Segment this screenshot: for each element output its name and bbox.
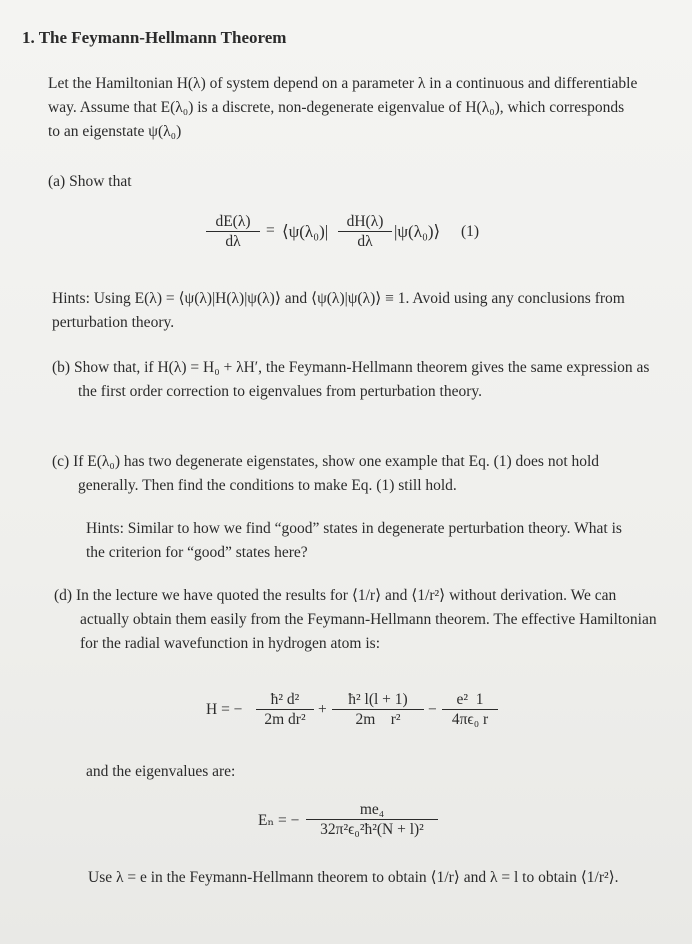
eq1-mid-numerator: dH(λ) xyxy=(338,212,392,232)
eqH-coulomb-fraction xyxy=(442,690,498,729)
eqH-centrifugal-fraction xyxy=(332,690,424,729)
eqH-lhs: H = − xyxy=(206,701,243,718)
eqH-centrifugal-numerator: ħ² l(l + 1) xyxy=(332,690,424,710)
eqE-numerator: me₄ xyxy=(306,800,438,820)
eqH-minus: − xyxy=(428,701,437,718)
eqH-centrifugal-denominator: 2m r² xyxy=(355,711,401,728)
eqE-denominator: 32π²ϵ₀²ħ²(N + l)² xyxy=(320,821,424,838)
eq1-lhs-numerator: dE(λ) xyxy=(206,212,260,232)
eq1-label: (1) xyxy=(461,223,480,240)
eqH-kinetic-denominator: 2m dr² xyxy=(264,711,306,728)
part-b-prompt: (b) Show that, if H(λ) = H₀ + λH′, the Feymann-Hellmann theorem gives the same expression as the first order correction to eigenvalues from perturbation theory. xyxy=(52,359,650,400)
eq1-ket: |ψ(λ₀)⟩ xyxy=(394,222,441,241)
eq1-mid-denominator: dλ xyxy=(357,233,373,250)
energy-equation xyxy=(258,800,458,844)
part-c-prompt: (c) If E(λ₀) has two degenerate eigenstates, show one example that Eq. (1) does not hold generally. Then find the conditions to make Eq. (1) still hold. xyxy=(52,453,600,494)
eq1-equals: = xyxy=(266,222,275,239)
hamiltonian-equation xyxy=(206,690,506,734)
eqH-kinetic-fraction xyxy=(256,690,314,729)
eq1-lhs-fraction xyxy=(206,212,260,251)
eq1-bra: ⟨ψ(λ₀)| xyxy=(282,222,329,241)
eqH-coulomb-denominator: 4πϵ₀ r xyxy=(451,711,489,728)
eqH-coulomb-numerator: e² 1 xyxy=(442,690,498,710)
intro-paragraph: Let the Hamiltonian H(λ) of system depend on a parameter λ in a continuous and differentiable way. Assume that E(λ₀) is a discrete, non-degenerate eigenvalue of H(λ₀), which corresponds to an eigenstate ψ(λ₀) xyxy=(48,75,638,140)
eigenvalues-intro: and the eigenvalues are: xyxy=(86,763,236,780)
hints-part-a: Hints: Using E(λ) = ⟨ψ(λ)|H(λ)|ψ(λ)⟩ and ⟨ψ(λ)|ψ(λ)⟩ ≡ 1. Avoid using any conclusions from perturbation theory. xyxy=(52,290,625,331)
eqE-lhs: Eₙ = − xyxy=(258,812,300,829)
eq1-lhs-denominator: dλ xyxy=(225,233,241,250)
eqH-kinetic-numerator: ħ² d² xyxy=(256,690,314,710)
problem-title: 1. The Feymann-Hellmann Theorem xyxy=(22,28,287,47)
final-instruction: Use λ = e in the Feymann-Hellmann theorem to obtain ⟨1/r⟩ and λ = l to obtain ⟨1/r²⟩. xyxy=(88,869,619,886)
equation-1 xyxy=(206,212,536,256)
eqH-plus: + xyxy=(318,701,327,718)
eqE-fraction xyxy=(306,800,438,839)
hints-part-c: Hints: Similar to how we find “good” states in degenerate perturbation theory. What is the criterion for “good” states here? xyxy=(86,520,622,561)
eq1-mid-fraction xyxy=(338,212,392,251)
part-a-prompt: (a) Show that xyxy=(48,173,132,190)
part-d-prompt: (d) In the lecture we have quoted the results for ⟨1/r⟩ and ⟨1/r²⟩ without derivation. We can actually obtain them easily from the Feymann-Hellmann theorem. The effective Hamiltonian for the radial wavefunction in hydrogen atom is: xyxy=(54,587,657,652)
